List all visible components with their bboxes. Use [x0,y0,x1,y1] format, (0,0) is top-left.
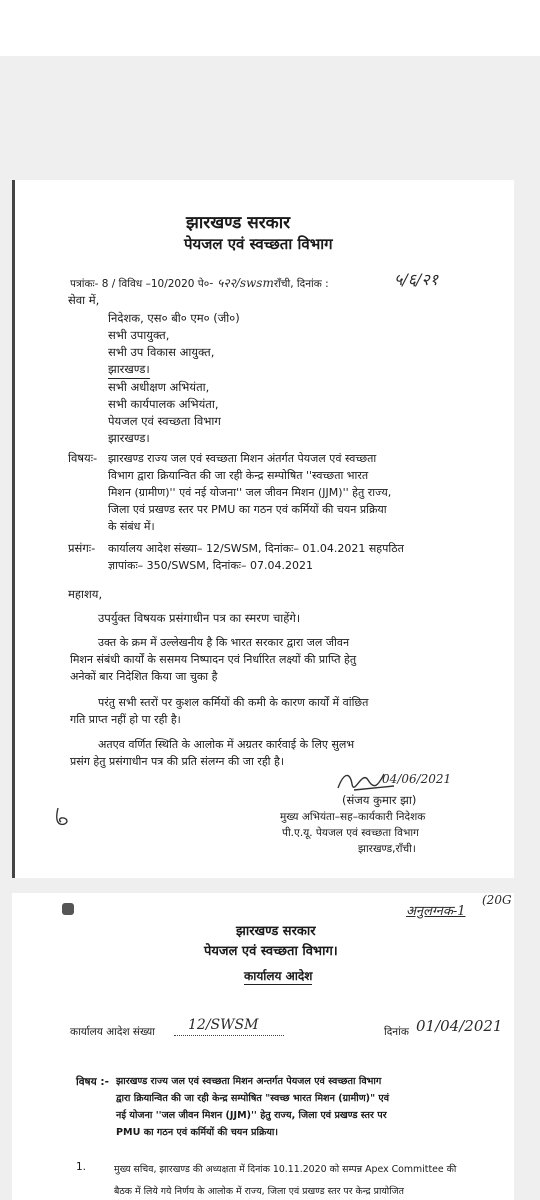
subject-line: झारखण्ड राज्य जल एवं स्वच्छता मिशन अंतर्गत पेयजल एवं स्वच्छता [108,452,377,465]
reference-date-handwritten: ५/६/२१ [394,270,439,289]
order-date-handwritten: 01/04/2021 [416,1017,503,1035]
margin-mark [52,804,76,828]
reference-number-label: पत्रांकः- 8 / विविध –10/2020 पे० [70,278,210,290]
viewer-top-bar [0,0,540,56]
subject-text [108,450,391,535]
office-order-title: कार्यालय आदेश [244,969,313,983]
signatory-office: पी.ए.यू. पेयजल एवं स्वच्छता विभाग [282,827,419,839]
subject-label: विषय :- [76,1076,109,1088]
subject-line: जिला एवं प्रखण्ड स्तर पर PMU का गठन एवं कर्मियों की चयन प्रक्रिया [108,503,387,516]
subject-text [116,1073,389,1141]
page-edge [12,180,15,878]
subject-line: द्वारा क्रियान्वित की जा रही केन्द्र सम्पोषित "स्वच्छ भारत मिशन (ग्रामीण)" एवं [116,1093,390,1104]
recipient: पेयजल एवं स्वच्छता विभाग [108,414,221,428]
paragraph-line: अतएव वर्णित स्थिति के आलोक में अग्रतर कार्रवाई के लिए सुलभ [98,738,355,751]
annexure-label-handwritten: अनुलग्नक-1 [406,904,466,919]
recipient: सभी उप विकास आयुक्त, [108,345,215,359]
document-page-office-order [12,893,514,1200]
order-date-label: दिनांक [384,1026,409,1038]
subject-line: विभाग द्वारा क्रियान्वित की जा रही केन्द्र सम्पोषित ''स्वच्छता भारत [108,469,369,482]
signatory-place: झारखण्ड,राँची। [358,843,416,855]
paragraph-3 [70,694,368,728]
point-line: बैठक में लिये गये निर्णय के आलोक में राज्य, जिला एवं प्रखण्ड स्तर पर केन्द्र प्रायोजित [114,1186,404,1197]
reference-line: कार्यालय आदेश संख्या– 12/SWSM, दिनांकः– 01.04.2021 सहपठित [108,542,404,555]
paragraph-line: प्रसंग हेतु प्रसंगाधीन पत्र की प्रति संलग्न की जा रही है। [70,755,285,768]
signatory-name: (संजय कुमार झा) [342,793,417,807]
government-title: झारखण्ड सरकार [186,213,291,233]
paragraph-line: परंतु सभी स्तरों पर कुशल कर्मियों की कमी के कारण कार्यों में वांछित [98,696,369,709]
recipient: सभी उपायुक्त, [108,328,170,342]
department-title: पेयजल एवं स्वच्छता विभाग [184,235,333,253]
annexure-number-handwritten: (20G [482,893,512,907]
paragraph-line: गति प्राप्त नहीं हो पा रही है। [70,713,181,726]
recipient: निदेशक, एस० बी० एम० (जी०) [108,311,240,325]
reference-text [108,540,404,574]
government-title: झारखण्ड सरकार [236,924,316,939]
punch-hole-mark [62,903,74,915]
reference-number-handwritten: - ५२२/swsm [209,276,274,290]
subject-line: झारखण्ड राज्य जल एवं स्वच्छता मिशन अन्तर्गत पेयजल एवं स्वच्छता विभाग [116,1076,382,1087]
reference-city-date-label: राँची, दिनांक : [273,278,329,290]
recipient-list [108,310,240,447]
document-page-letter [12,180,514,878]
subject-label: विषयः- [68,451,98,465]
signatory-designation: मुख्य अभियंता–सह–कार्यकारी निदेशक [280,811,426,823]
recipient: झारखण्ड। [108,431,150,445]
recipient: झारखण्ड। [108,361,150,379]
subject-line: के संबंध में। [108,520,155,533]
department-title: पेयजल एवं स्वच्छता विभाग। [204,944,338,959]
reference-number [70,274,329,291]
paragraph-line: मिशन संबंधी कार्यों के ससमय निष्पादन एवं निर्धारित लक्ष्यों की प्राप्ति हेतु [70,653,357,666]
addressee-intro: सेवा में, [68,293,100,307]
subject-line: PMU का गठन एवं कर्मियों की चयन प्रक्रिया। [116,1127,279,1138]
paragraph-4 [70,736,354,770]
subject-line: मिशन (ग्रामीण)'' एवं नई योजना'' जल जीवन मिशन (JJM)'' हेतु राज्य, [108,486,392,499]
recipient: सभी अधीक्षण अभियंता, [108,380,210,394]
paragraph-line: उक्त के क्रम में उल्लेखनीय है कि भारत सरकार द्वारा जल जीवन [98,636,350,649]
paragraph-2 [70,634,356,685]
point-line: मुख्य सचिव, झारखण्ड की अध्यक्षता में दिनांक 10.11.2020 को सम्पन्न Apex Committee की [114,1164,457,1175]
point-1-text [114,1159,456,1200]
order-number-label: कार्यालय आदेश संख्या [70,1026,155,1038]
signature-date-handwritten: 04/06/2021 [382,772,452,786]
reference-line: ज्ञापांकः– 350/SWSM, दिनांकः– 07.04.2021 [108,559,313,572]
salutation: महाशय, [68,587,103,601]
reference-label: प्रसंगः- [68,541,96,555]
order-number-line [174,1035,284,1036]
paragraph-1: उपर्युक्त विषयक प्रसंगाधीन पत्र का स्मरण चाहेंगे। [98,611,301,625]
point-number: 1. [76,1161,87,1173]
recipient: सभी कार्यपालक अभियंता, [108,397,219,411]
paragraph-line: अनेकों बार निदेशित किया जा चुका है [70,670,218,683]
subject-line: नई योजना ''जल जीवन मिशन (JJM)'' हेतु राज्य, जिला एवं प्रखण्ड स्तर पर [116,1110,387,1121]
order-number-handwritten: 12/SWSM [188,1017,259,1033]
